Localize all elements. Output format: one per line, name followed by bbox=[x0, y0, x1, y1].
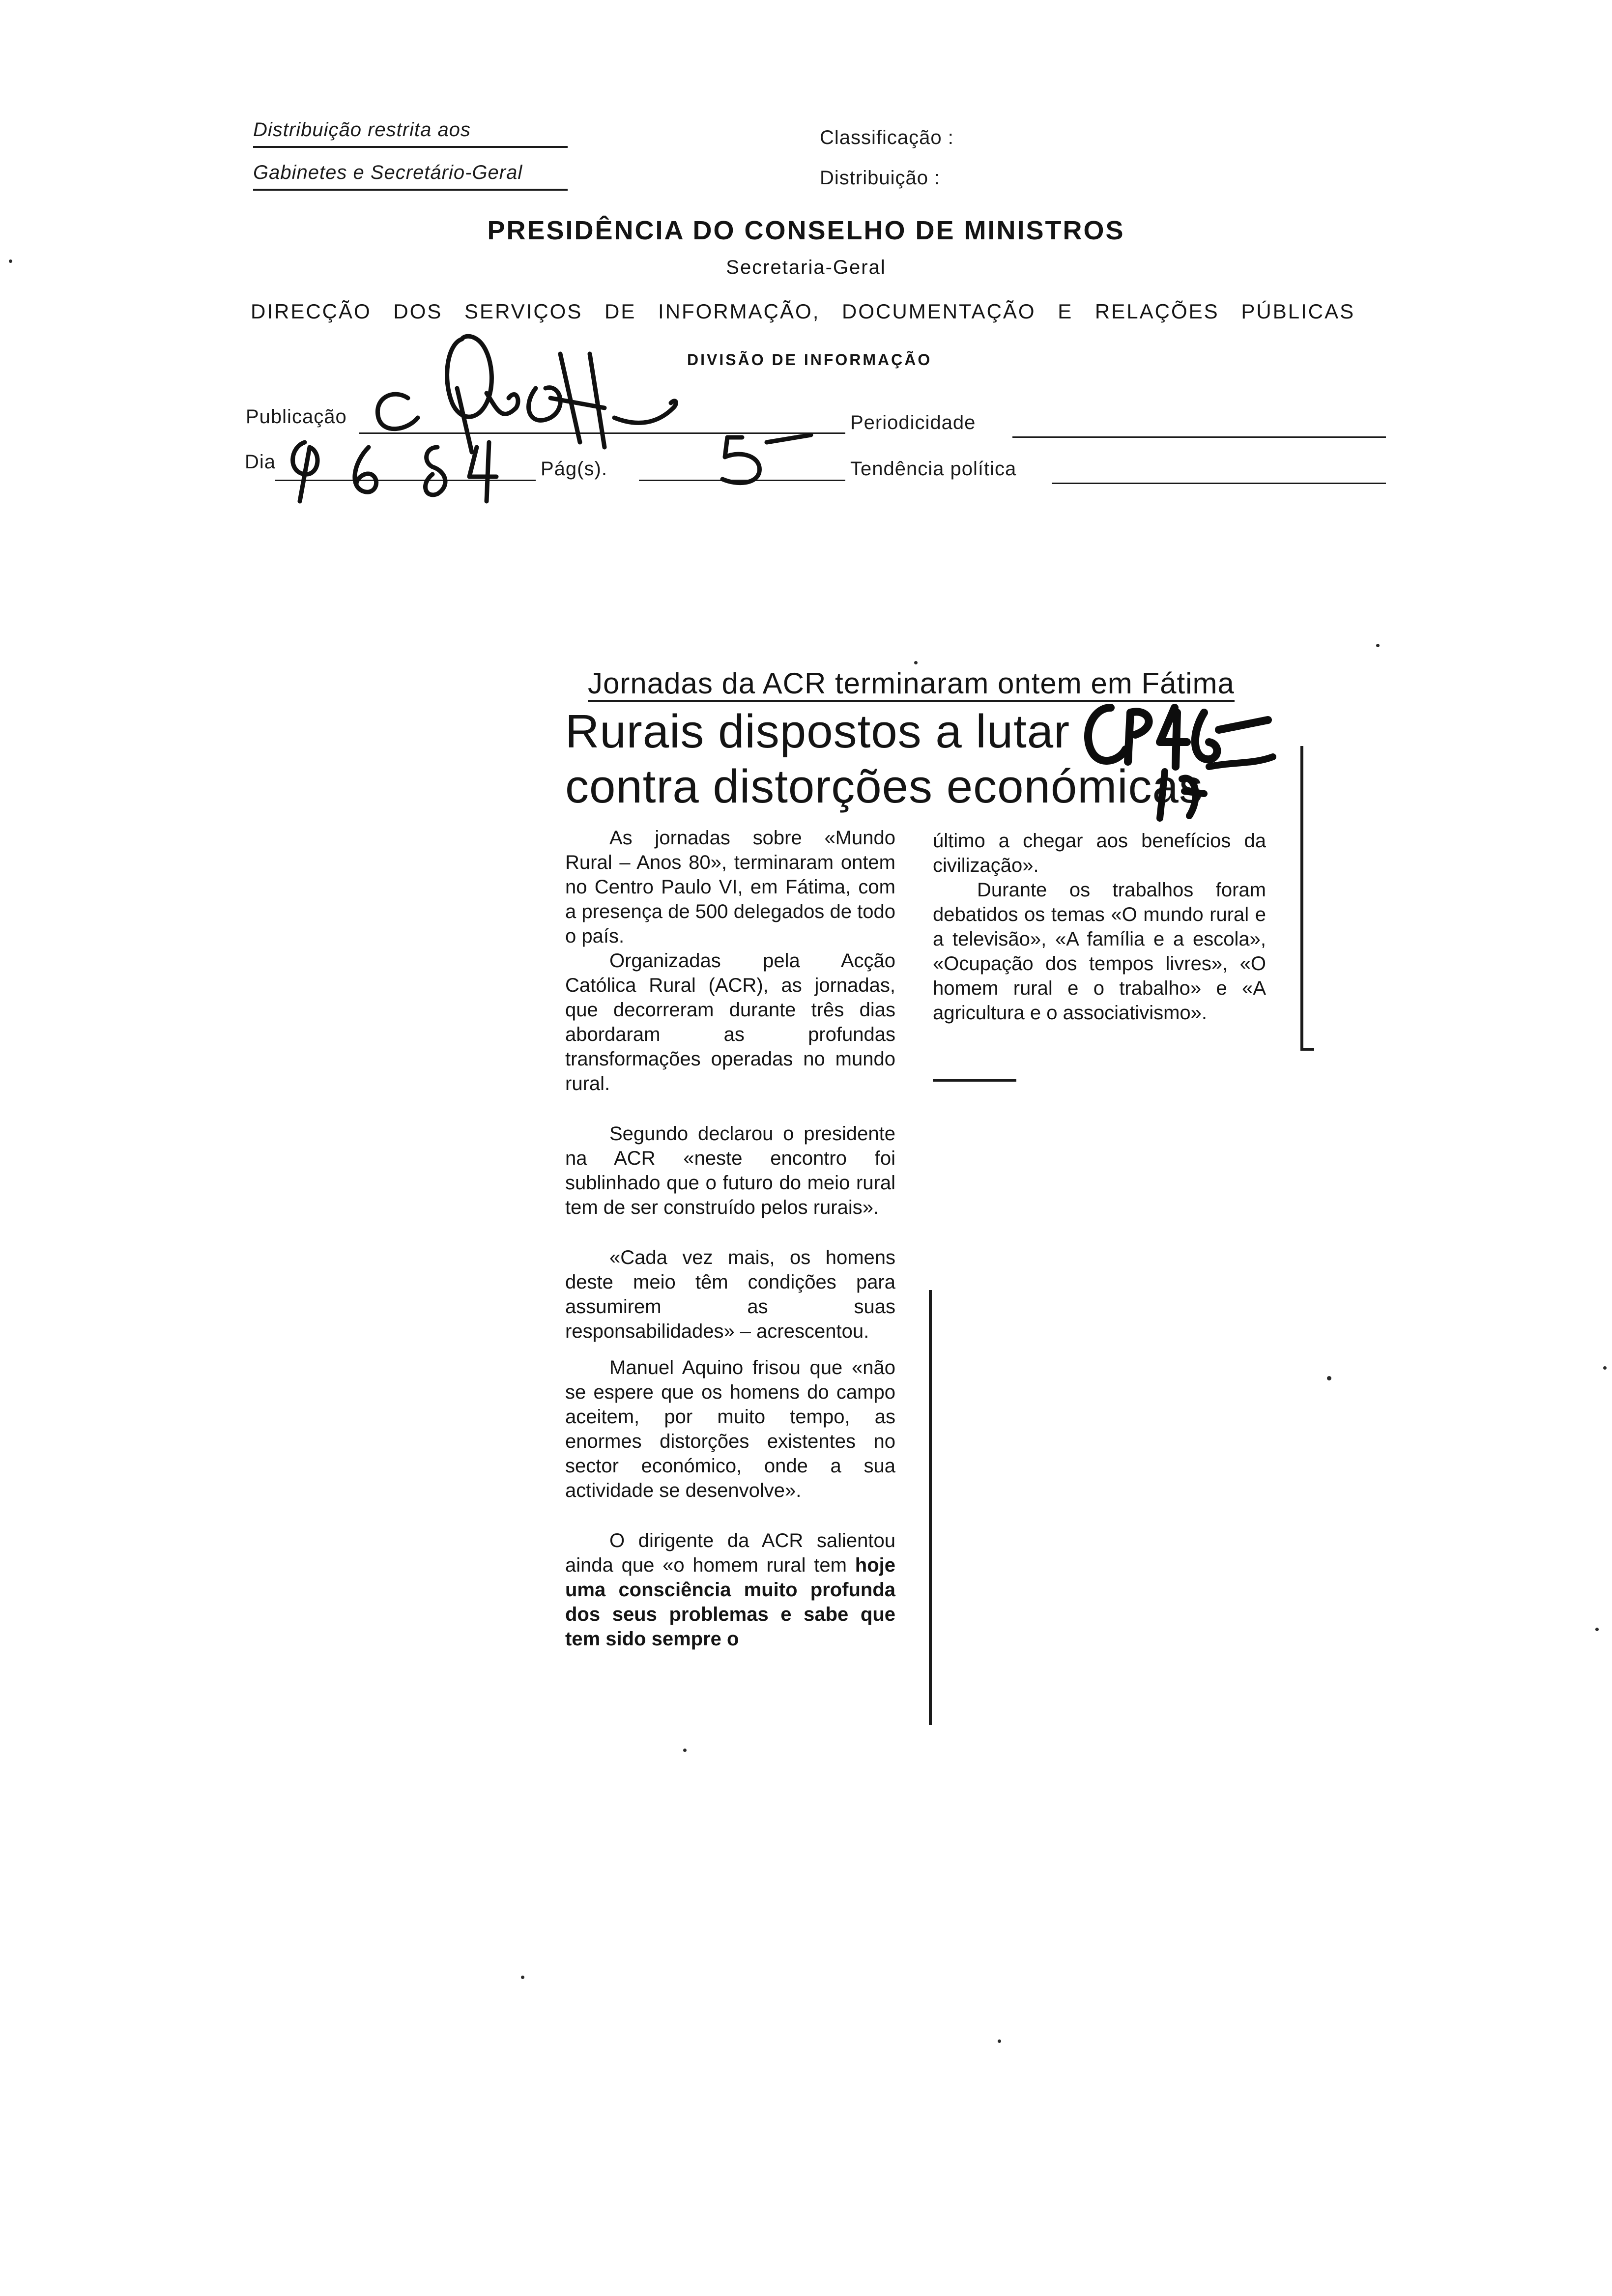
publicacao-label: Publicação bbox=[246, 406, 347, 428]
classificacao-label: Classificação : bbox=[820, 127, 954, 148]
col2-paragraph-2: Durante os trabalhos foram debatidos os temas «O mundo rural e a televisão», «A família e a escola», «Ocupação dos tempos livres», «O homem rural e o trabalho» e «A agricultura e o associativismo». bbox=[933, 879, 1266, 1024]
col1-paragraph-4: «Cada vez mais, os homens deste meio têm condições para assumirem as suas responsabilidades» – acrescentou. bbox=[565, 1247, 895, 1342]
org-title: PRESIDÊNCIA DO CONSELHO DE MINISTROS bbox=[487, 216, 1125, 245]
handwritten-dia-date bbox=[275, 432, 550, 506]
col1-paragraph-6 bbox=[565, 1528, 895, 1651]
article-column-2 bbox=[933, 829, 1266, 1025]
distribuicao-label: Distribuição : bbox=[820, 167, 941, 189]
tendencia-field-line bbox=[1052, 483, 1386, 484]
column-end-dash bbox=[933, 1079, 1016, 1082]
periodicidade-label: Periodicidade bbox=[850, 412, 976, 433]
pags-label: Pág(s). bbox=[541, 458, 607, 480]
direccao-line: DIRECÇÃO DOS SERVIÇOS DE INFORMAÇÃO, DOCUMENTAÇÃO E RELAÇÕES PÚBLICAS bbox=[251, 300, 1355, 323]
dia-label: Dia bbox=[245, 451, 276, 473]
periodicidade-field-line bbox=[1012, 436, 1386, 438]
col1-paragraph-2: Organizadas pela Acção Católica Rural (ACR), as jornadas, que decorreram durante três dias abordaram as profundas transformações operadas no mundo rural. bbox=[565, 950, 895, 1094]
clipping-marker-right bbox=[1300, 746, 1303, 1050]
divisao-label: DIVISÃO DE INFORMAÇÃO bbox=[687, 351, 932, 369]
handwritten-reference-mark bbox=[1071, 693, 1293, 831]
col1-paragraph-1: As jornadas sobre «Mundo Rural – Anos 80», terminaram ontem no Centro Paulo VI, em Fátima, com a presença de 500 delegados de todo o país. bbox=[565, 827, 895, 947]
restricted-line-1: Distribuição restrita aos bbox=[253, 119, 568, 148]
article-column-1 bbox=[565, 826, 895, 1651]
handwritten-pagina bbox=[708, 423, 826, 491]
restricted-line-2: Gabinetes e Secretário-Geral bbox=[253, 162, 568, 191]
tendencia-label: Tendência política bbox=[850, 458, 1017, 480]
col1-paragraph-6-regular: O dirigente da ACR salientou ainda que «o homem rural tem bbox=[565, 1530, 895, 1576]
clipping-marker-right-foot bbox=[1300, 1048, 1314, 1051]
col1-paragraph-3: Segundo declarou o presidente na ACR «neste encontro foi sublinhado que o futuro do meio rural tem de ser construído pelos rurais». bbox=[565, 1123, 895, 1218]
col2-paragraph-1: último a chegar aos benefícios da civilização». bbox=[933, 830, 1266, 876]
org-subtitle: Secretaria-Geral bbox=[726, 257, 886, 278]
headline-line-2: contra distorções económicas bbox=[565, 760, 1203, 813]
headline-line-1: Rurais dispostos a lutar bbox=[565, 705, 1070, 758]
restricted-distribution-note bbox=[253, 119, 568, 204]
article-kicker: Jornadas da ACR terminaram ontem em Fátima bbox=[588, 667, 1235, 702]
col1-paragraph-5: Manuel Aquino frisou que «não se espere que os homens do campo aceitem, por muito tempo, as enormes distorções existentes no sector económico, onde a sua actividade se desenvolve». bbox=[565, 1357, 895, 1501]
col1-paragraph-6-bold: hoje uma consciência muito profunda dos seus problemas e sabe que tem sido sempre o bbox=[565, 1554, 895, 1650]
clipping-marker-left bbox=[929, 1290, 932, 1725]
